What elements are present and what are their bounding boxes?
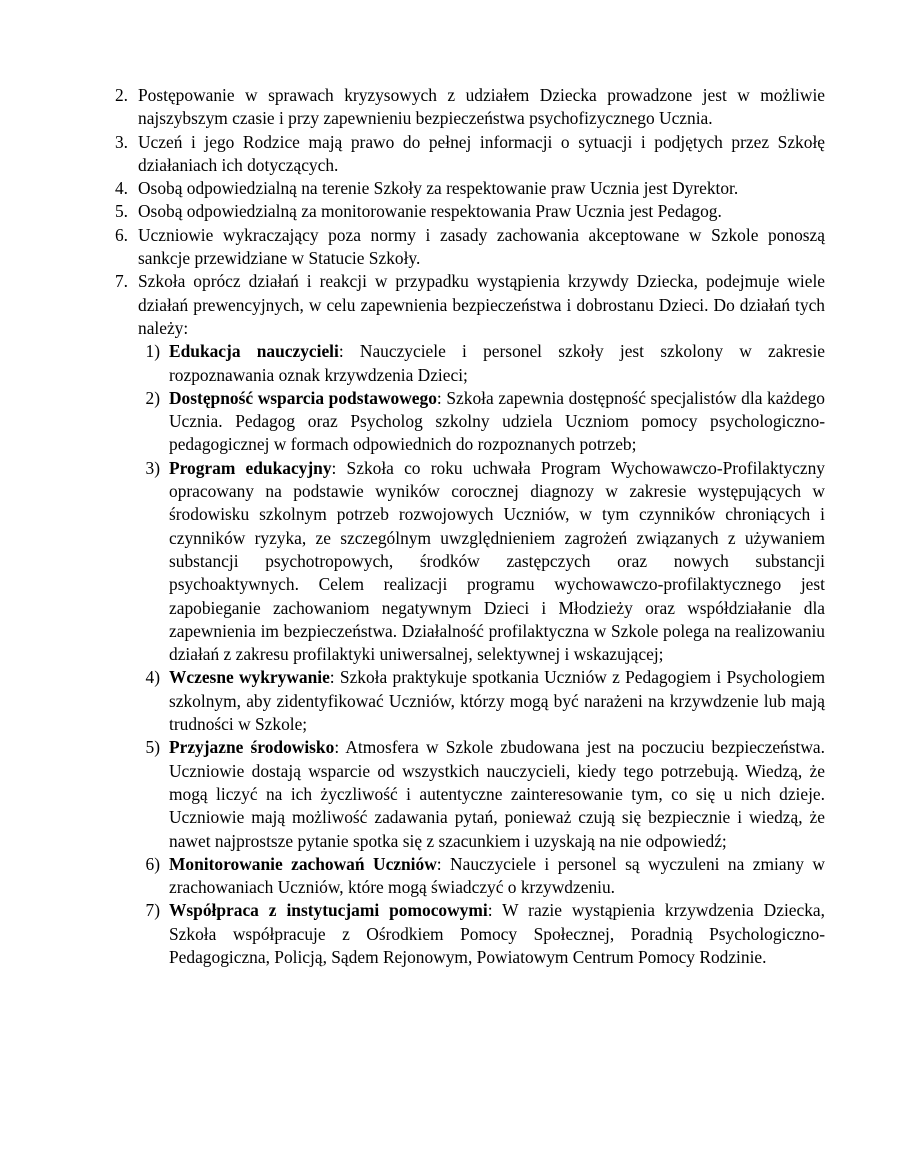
list-item — [104, 84, 825, 131]
list-item — [104, 177, 825, 200]
list-item — [104, 131, 825, 178]
sub-item-title: Dostępność wsparcia podstawowego — [169, 387, 437, 408]
item-text: Uczniowie wykraczający poza normy i zasady zachowania akceptowane w Szkole ponoszą sankcje przewidziane w Statucie Szkoły. — [138, 224, 825, 269]
sub-item-title: Współpraca z instytucjami pomocowymi — [169, 900, 488, 921]
numbered-list — [104, 84, 825, 969]
sub-item-number: 3) — [145, 457, 160, 478]
sub-item-title: Program edukacyjny — [169, 457, 332, 478]
sub-item-text: : Atmosfera w Szkole zbudowana jest na poczuciu bezpieczeństwa. Uczniowie dostają wsparcie od wszystkich nauczycieli, kiedy tego potrzebują. Wiedzą, że mogą liczyć na ich życzliwość i autentyczne zainteresowanie tym, co się u nich dzieje. Uczniowie mają możliwość zadawania pytań, ponieważ czują się bezpiecznie i wiedzą, że nawet najprostsze pytanie spotka się z szacunkiem i uzyskają na nie odpowiedź; — [169, 737, 825, 851]
sub-item-number: 7) — [145, 900, 160, 921]
sub-item-text: : W razie wystąpienia krzywdzenia Dziecka, Szkoła współpracuje z Ośrodkiem Pomocy Społecznej, Poradnią Psychologiczno-Pedagogiczna, Policją, Sądem Rejonowym, Powiatowym Centrum Pomocy Rodzinie. — [169, 900, 825, 967]
sub-list-item — [138, 736, 825, 852]
sub-list-item — [138, 340, 825, 387]
sub-item-number: 6) — [145, 853, 160, 874]
item-text: Postępowanie w sprawach kryzysowych z udziałem Dziecka prowadzone jest w możliwie najszybszym czasie i przy zapewnieniu bezpieczeństwa psychofizycznego Ucznia. — [138, 85, 825, 129]
sub-list-item — [138, 387, 825, 457]
item-number: 6. — [114, 224, 128, 245]
item-text: Osobą odpowiedzialną na terenie Szkoły za respektowanie praw Ucznia jest Dyrektor. — [138, 178, 739, 199]
sub-item-title: Wczesne wykrywanie — [169, 667, 330, 688]
item-number: 2. — [114, 85, 128, 105]
list-item — [104, 270, 825, 969]
sub-list-item — [138, 457, 825, 667]
list-item — [104, 200, 825, 223]
sub-item-text: : Szkoła zapewnia dostępność specjalistów dla każdego Ucznia. Pedagog oraz Psycholog szkolny udziela Uczniom pomocy psychologiczno-pedagogicznej w formach odpowiednich do rozpoznanych potrzeb; — [169, 387, 825, 455]
sub-item-text: : Szkoła praktykuje spotkania Uczniów z Pedagogiem i Psychologiem szkolnym, aby zidentyfikować Uczniów, którzy mogą być narażeni na krzywdzenie lub mają trudności w Szkole; — [169, 667, 825, 735]
item-text: Uczeń i jego Rodzice mają prawo do pełnej informacji o sytuacji i podjętych przez Szkołę działaniach ich dotyczących. — [138, 131, 825, 175]
item-number: 7. — [114, 271, 128, 292]
sub-item-text: : Szkoła co roku uchwała Program Wychowawczo-Profilaktyczny opracowany na podstawie wyników corocznej diagnozy w zakresie występujących w środowisku szkolnym potrzeb rozwojowych Uczniów, w tym czynników chroniących i czynników ryzyka, ze szczególnym uwzględnieniem zagrożeń związanych z używaniem substancji psychotropowych, środków zastępczych oraz nowych substancji psychoaktywnych. Celem realizacji programu wychowawczo-profilaktycznego jest zapobieganie zachowaniom negatywnym Dzieci i Młodzieży oraz współdziałanie dla zapewnienia im bezpieczeństwa. Działalność profilaktyczna w Szkole polega na realizowaniu działań z zakresu profilaktyki uniwersalnej, selektywnej i wskazującej; — [169, 457, 826, 665]
sub-list-item — [138, 853, 825, 900]
item-text: Szkoła oprócz działań i reakcji w przypadku wystąpienia krzywdy Dziecka, podejmuje wiele działań prewencyjnych, w celu zapewnienia bezpieczeństwa i dobrostanu Dzieci. Do działań tych należy: — [138, 271, 825, 338]
sub-item-title: Przyjazne środowisko — [169, 737, 335, 758]
sub-item-text: : Nauczyciele i personel szkoły jest szkolony w zakresie rozpoznawania oznak krzywdzenia Dzieci; — [169, 341, 825, 385]
item-number: 4. — [114, 178, 128, 199]
item-text: Osobą odpowiedzialną za monitorowanie respektowania Praw Ucznia jest Pedagog. — [138, 201, 722, 222]
sub-item-number: 1) — [145, 341, 160, 362]
sub-list-item — [138, 899, 825, 969]
item-number: 5. — [114, 201, 128, 222]
sub-item-title: Monitorowanie zachowań Uczniów — [169, 853, 437, 874]
sub-list — [138, 340, 825, 969]
list-item — [104, 224, 825, 271]
sub-item-number: 4) — [145, 667, 160, 688]
sub-item-number: 5) — [145, 737, 160, 758]
sub-item-number: 2) — [145, 387, 160, 408]
sub-item-title: Edukacja nauczycieli — [169, 341, 339, 362]
sub-list-item — [138, 666, 825, 736]
sub-item-text: : Nauczyciele i personel są wyczuleni na zmiany w zrachowaniach Uczniów, które mogą świadczyć o krzywdzeniu. — [169, 853, 825, 898]
item-number: 3. — [114, 131, 128, 152]
